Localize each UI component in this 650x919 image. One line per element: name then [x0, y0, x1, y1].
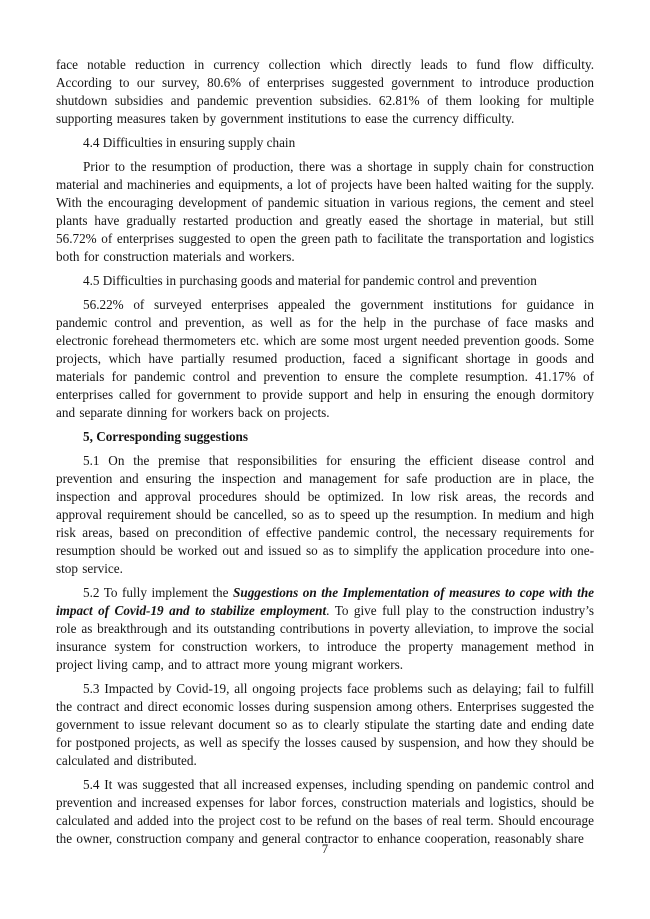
section-heading-5: 5, Corresponding suggestions: [83, 429, 248, 444]
page-number: 7: [321, 842, 329, 856]
paragraph-continuation: face notable reduction in currency collection which directly leads to fund flow difficulty. According to our survey, 80.6% of enterprises suggested government to introduce production shutdown subsidies and pandemic prevention subsidies. 62.81% of them looking for multiple supporting measures taken by government institutions to ease the currency difficulty.: [56, 57, 594, 126]
paragraph-suggestion-5-3: 5.3 Impacted by Covid-19, all ongoing projects face problems such as delaying; fail to fulfill the contract and direct economic losses during suspension among others. Enterprises suggested the government to issue relevant document so as to clearly stipulate the starting date and ending date for postponed projects, as well as specify the losses caused by suspension, and how they should be calculated and distributed.: [56, 681, 594, 768]
section-heading-4-5: 4.5 Difficulties in purchasing goods and material for pandemic control and prevention: [83, 273, 537, 288]
document-body: [56, 56, 594, 848]
section-heading-4-4: 4.4 Difficulties in ensuring supply chain: [83, 135, 296, 150]
document-title-reference: Suggestions on the Implementation of measures to cope with the impact of Covid-19 and to stabilize employment: [56, 585, 595, 618]
paragraph-5-2-suffix: . To give full play to the construction industry’s role as breakthrough and its outstanding contributions in poverty alleviation, to improve the social insurance system for construction workers, to introduce the property management method in project living camp, and to attract more young migrant workers.: [56, 603, 595, 672]
paragraph-supply-chain: Prior to the resumption of production, there was a shortage in supply chain for construction material and machineries and equipments, a lot of projects have been halted waiting for the supply. With the encouraging development of pandemic situation in various regions, the cement and steel plants have gradually restarted production and greatly eased the shortage in material, but still 56.72% of enterprises suggested to open the green path to facilitate the transportation and logistics both for construction materials and workers.: [56, 159, 594, 264]
paragraph-goods-purchasing: 56.22% of surveyed enterprises appealed the government institutions for guidance in pandemic control and prevention, as well as for the help in the purchase of face masks and electronic forehead thermometers etc. which are some most urgent needed prevention goods. Some projects, which have partially resumed production, faced a significant shortage in goods and materials for pandemic control and prevention to ensure the complete resumption. 41.17% of enterprises called for government to provide support and help in ensuring the enough dormitory and separate dinning for workers back on projects.: [56, 297, 594, 420]
paragraph-suggestion-5-1: 5.1 On the premise that responsibilities for ensuring the efficient disease control and prevention and ensuring the inspection and management for safe production are in place, the inspection and approval procedures should be optimized. In low risk areas, the records and approval requirement should be cancelled, so as to speed up the resumption. In medium and high risk areas, based on precondition of effective pandemic control, the necessary requirements for resumption should be worked out and issued so as to simplify the application procedure into one-stop service.: [56, 453, 594, 576]
paragraph-5-2-prefix: 5.2 To fully implement the: [83, 585, 234, 600]
paragraph-suggestion-5-4: 5.4 It was suggested that all increased expenses, including spending on pandemic control and prevention and increased expenses for labor forces, construction materials and logistics, should be calculated and added into the project cost to be refund on the bases of real term. Should encourage the owner, construction company and general contractor to enhance cooperation, reasonably share: [56, 777, 594, 846]
paragraph-suggestion-5-2: [56, 584, 594, 674]
